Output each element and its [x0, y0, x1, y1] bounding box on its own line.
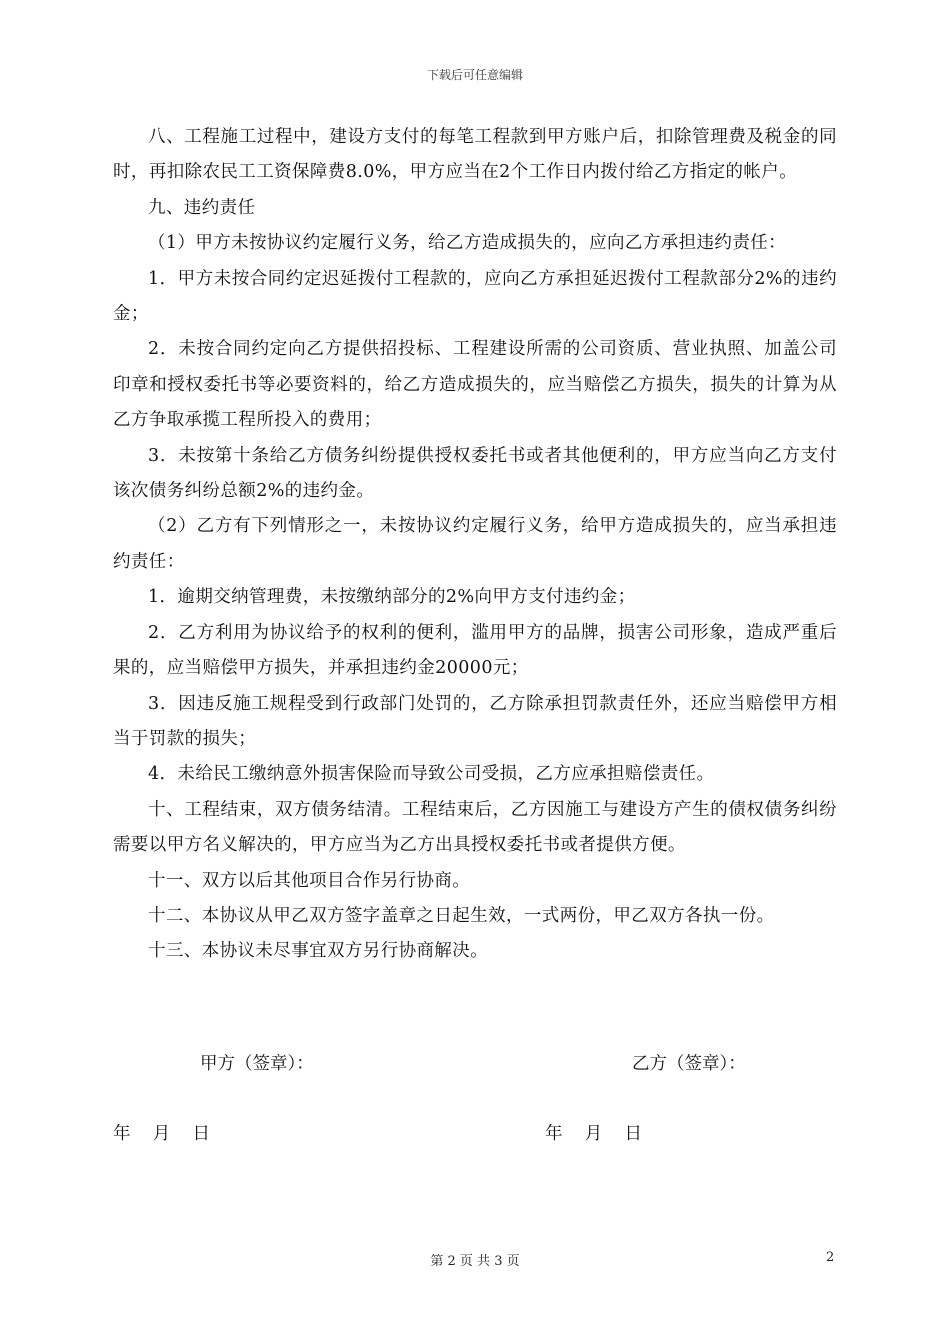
clause-9-party-b-item-1: 1．逾期交纳管理费，未按缴纳部分的2%向甲方支付违约金；: [148, 587, 636, 608]
page-header-note: 下载后可任意编辑: [426, 68, 523, 82]
clause-12: 十二、本协议从甲乙双方签字盖章之日起生效，一式两份，甲乙双方各执一份。: [148, 905, 775, 926]
clause-13: 十三、本协议未尽事宜双方另行协商解决。: [148, 941, 489, 962]
party-a-date: 年 月 日: [113, 1124, 211, 1144]
clause-10: 十、工程结束，双方债务结清。工程结束后，乙方因施工与建设方产生的债权债务纠纷需要以甲方名义解决的，甲方应当为乙方出具授权委托书或者提供方便。: [113, 799, 837, 856]
clause-11: 十一、双方以后其他项目合作另行协商。: [148, 870, 471, 891]
page-footer-info: 第 2 页 共 3 页: [430, 1254, 520, 1269]
clause-9-party-b-item-2: 2．乙方利用为协议给予的权利的便利，滥用甲方的品牌，损害公司形象，造成严重后果的，应当赔偿甲方损失，并承担违约金20000元；: [113, 622, 837, 679]
clause-9-party-a-item-2: 2．未按合同约定向乙方提供招投标、工程建设所需的公司资质、营业执照、加盖公司印章和授权委托书等必要资料的，给乙方造成损失的，应当赔偿乙方损失，损失的计算为从乙方争取承揽工程所投入的费用；: [113, 339, 837, 431]
page-number: 2: [826, 1250, 835, 1265]
clause-9-party-a-item-3: 3．未按第十条给乙方债务纠纷提供授权委托书或者其他便利的，甲方应当向乙方支付该次债务纠纷总额2%的违约金。: [113, 445, 837, 502]
clause-9-party-a-item-1: 1．甲方未按合同约定迟延拨付工程款的，应向乙方承担延迟拨付工程款部分2%的违约金；: [113, 268, 837, 325]
clause-9-party-b-item-3: 3．因违反施工规程受到行政部门处罚的，乙方除承担罚款责任外，还应当赔偿甲方相当于罚款的损失；: [113, 693, 837, 749]
party-b-date: 年 月 日: [545, 1124, 643, 1144]
clause-9-heading: 九、违约责任: [148, 197, 256, 218]
clause-8: 八、工程施工过程中，建设方支付的每笔工程款到甲方账户后，扣除管理费及税金的同时，再扣除农民工工资保障费8.0%，甲方应当在2个工作日内拨付给乙方指定的帐户。: [113, 127, 837, 183]
clause-9-party-b-intro: （2）乙方有下列情形之一，未按协议约定履行义务，给甲方造成损失的，应当承担违约责任：: [113, 516, 837, 572]
clause-9-party-b-item-4: 4．未给民工缴纳意外损害保险而导致公司受损，乙方应承担赔偿责任。: [148, 764, 715, 785]
clause-9-party-a-intro: （1）甲方未按协议约定履行义务，给乙方造成损失的，应向乙方承担违约责任：: [148, 233, 787, 254]
contract-body: [113, 120, 837, 970]
party-a-signature-label: 甲方（签章）：: [200, 1054, 314, 1074]
party-b-signature-label: 乙方（签章）：: [632, 1054, 746, 1074]
